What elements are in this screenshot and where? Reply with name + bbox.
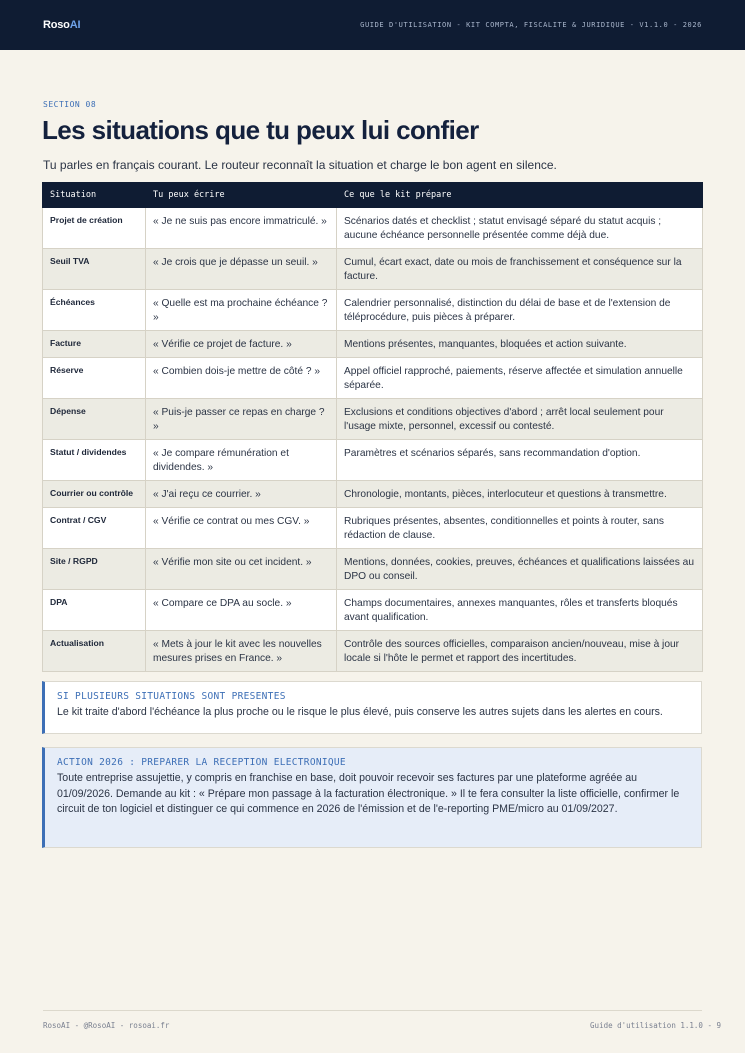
prepare-cell: Calendrier personnalisé, distinction du délai de base et de l'extension de téléprocédure, puis pièces à préparer. [337, 290, 703, 331]
example-cell: « Puis-je passer ce repas en charge ? » [146, 399, 337, 440]
table-row [43, 631, 703, 672]
situations-table [42, 182, 703, 672]
example-cell: « Je compare rémunération et dividendes. » [146, 440, 337, 481]
callout-body: Le kit traite d'abord l'échéance la plus proche ou le risque le plus élevé, puis conserve les autres sujets dans les alertes en cours. [57, 706, 663, 718]
situation-cell: Facture [43, 331, 146, 358]
prepare-cell: Contrôle des sources officielles, comparaison ancien/nouveau, mise à jour locale si l'hôte le permet et rapport des incertitudes. [337, 631, 703, 672]
situation-cell: Statut / dividendes [43, 440, 146, 481]
footer-divider [43, 1010, 702, 1011]
callout-action-2026 [42, 747, 702, 848]
situation-cell: Dépense [43, 399, 146, 440]
top-bar [0, 0, 745, 50]
table-row [43, 358, 703, 399]
situation-cell: Seuil TVA [43, 249, 146, 290]
header-situation: Situation [43, 183, 146, 208]
prepare-cell: Scénarios datés et checklist ; statut envisagé séparé du statut acquis ; aucune échéance personnelle présentée comme déjà due. [337, 208, 703, 249]
situation-cell: Contrat / CGV [43, 508, 146, 549]
table-row [43, 290, 703, 331]
brand-main: Roso [43, 19, 70, 31]
header-tu-peux-ecrire: Tu peux écrire [146, 183, 337, 208]
example-cell: « Quelle est ma prochaine échéance ? » [146, 290, 337, 331]
callout-body: Toute entreprise assujettie, y compris en franchise en base, doit pouvoir recevoir ses factures par une plateforme agréée au 01/09/2026. Demande au kit : « Prépare mon passage à la facturation électronique. » Il te fera consulter la liste officielle, confirmer le circuit de ton logiciel et distinguer ce qui commence en 2026 de l'émission et de l'e-reporting PME/micro au 01/09/2027. [57, 772, 680, 815]
table-row [43, 249, 703, 290]
prepare-cell: Mentions, données, cookies, preuves, échéances et qualifications laissées au DPO ou conseil. [337, 549, 703, 590]
example-cell: « Je ne suis pas encore immatriculé. » [146, 208, 337, 249]
example-cell: « Vérifie mon site ou cet incident. » [146, 549, 337, 590]
table-row [43, 481, 703, 508]
header-ce-que-le-kit-prepare: Ce que le kit prépare [337, 183, 703, 208]
brand-accent: AI [69, 19, 81, 31]
table-row [43, 508, 703, 549]
situation-cell: Site / RGPD [43, 549, 146, 590]
prepare-cell: Exclusions et conditions objectives d'abord ; arrêt local seulement pour l'usage mixte, personnel, excessif ou contesté. [337, 399, 703, 440]
example-cell: « Compare ce DPA au socle. » [146, 590, 337, 631]
prepare-cell: Cumul, écart exact, date ou mois de franchissement et conséquence sur la facture. [337, 249, 703, 290]
page-title: Les situations que tu peux lui confier [42, 115, 479, 145]
example-cell: « Combien dois-je mettre de côté ? » [146, 358, 337, 399]
situation-cell: Actualisation [43, 631, 146, 672]
footer-page-number: Guide d'utilisation 1.1.0 - 9 [590, 1021, 721, 1030]
document-title: GUIDE D'UTILISATION - KIT COMPTA, FISCALITE & JURIDIQUE - V1.1.0 - 2026 [360, 21, 702, 29]
situation-cell: Courrier ou contrôle [43, 481, 146, 508]
example-cell: « J'ai reçu ce courrier. » [146, 481, 337, 508]
situation-cell: Projet de création [43, 208, 146, 249]
situation-cell: DPA [43, 590, 146, 631]
callout-title: SI PLUSIEURS SITUATIONS SONT PRESENTES [57, 691, 286, 702]
table-row [43, 590, 703, 631]
brand-logo [43, 19, 80, 31]
example-cell: « Vérifie ce contrat ou mes CGV. » [146, 508, 337, 549]
prepare-cell: Chronologie, montants, pièces, interlocuteur et questions à transmettre. [337, 481, 703, 508]
prepare-cell: Champs documentaires, annexes manquantes, rôles et transferts bloqués avant qualification. [337, 590, 703, 631]
footer-credits: RosoAI - @RosoAI - rosoai.fr [43, 1021, 170, 1030]
example-cell: « Mets à jour le kit avec les nouvelles mesures prises en France. » [146, 631, 337, 672]
table-row [43, 549, 703, 590]
table-row [43, 208, 703, 249]
prepare-cell: Paramètres et scénarios séparés, sans recommandation d'option. [337, 440, 703, 481]
example-cell: « Vérifie ce projet de facture. » [146, 331, 337, 358]
intro-text: Tu parles en français courant. Le routeur reconnaît la situation et charge le bon agent en silence. [43, 158, 557, 172]
prepare-cell: Appel officiel rapproché, paiements, réserve affectée et simulation annuelle séparée. [337, 358, 703, 399]
table-row [43, 399, 703, 440]
prepare-cell: Rubriques présentes, absentes, conditionnelles et points à router, sans rédaction de clause. [337, 508, 703, 549]
table-header-row [43, 183, 703, 208]
callout-multiple-situations [42, 681, 702, 734]
prepare-cell: Mentions présentes, manquantes, bloquées et action suivante. [337, 331, 703, 358]
section-label: SECTION 08 [43, 100, 97, 109]
situation-cell: Échéances [43, 290, 146, 331]
table-row [43, 331, 703, 358]
situation-cell: Réserve [43, 358, 146, 399]
table-row [43, 440, 703, 481]
example-cell: « Je crois que je dépasse un seuil. » [146, 249, 337, 290]
callout-title: ACTION 2026 : PREPARER LA RECEPTION ELECTRONIQUE [57, 757, 346, 768]
